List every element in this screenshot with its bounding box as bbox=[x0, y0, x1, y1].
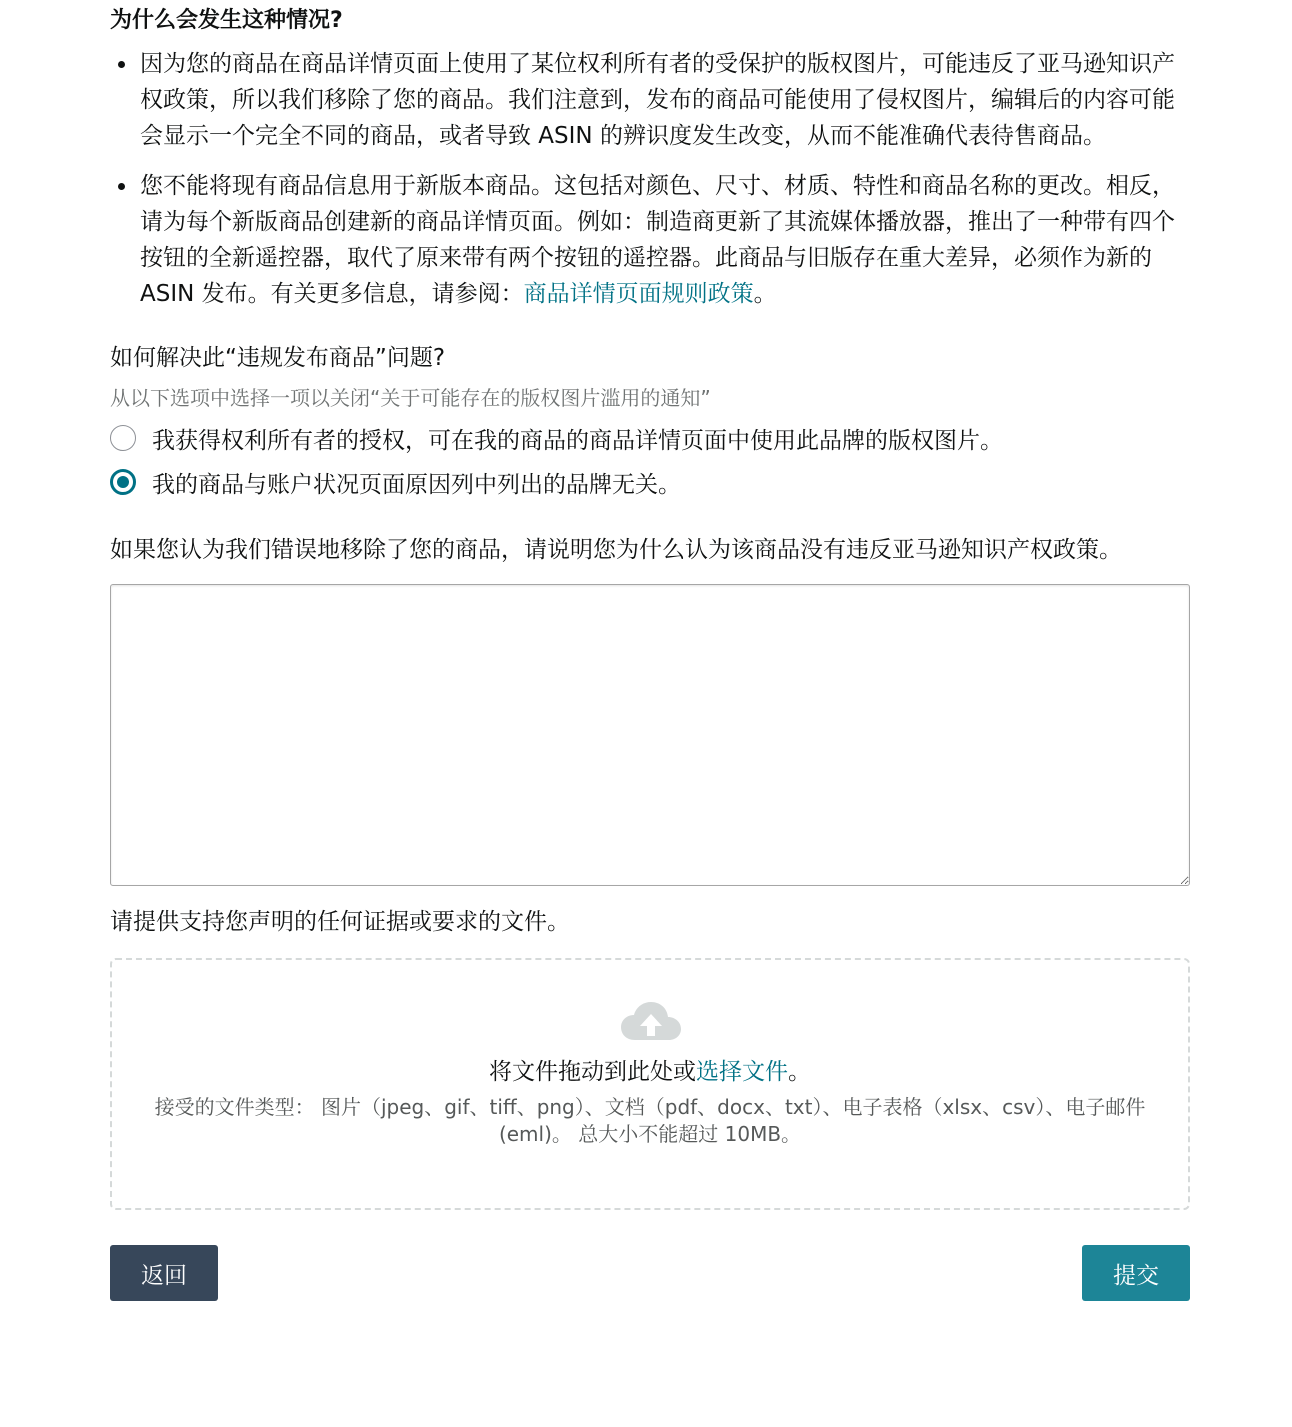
reason-item bbox=[140, 168, 1190, 312]
reason-text: 您不能将现有商品信息用于新版本商品。这包括对颜色、尺寸、材质、特性和商品名称的更改。相反，请为每个新版商品创建新的商品详情页面。例如：制造商更新了其流媒体播放器，推出了一种带有四个按钮的全新遥控器，取代了原来带有两个按钮的遥控器。此商品与旧版存在重大差异，必须作为新的 ASIN 发布。有关更多信息，请参阅： bbox=[140, 173, 1175, 307]
cloud-upload-icon bbox=[621, 1000, 681, 1046]
resolve-options bbox=[110, 416, 1190, 504]
evidence-label: 请提供支持您声明的任何证据或要求的文件。 bbox=[110, 909, 570, 935]
option-unrelated-brand[interactable] bbox=[110, 460, 1190, 504]
appeal-form bbox=[110, 0, 1190, 1301]
option-authorized-label[interactable]: 我获得权利所有者的授权，可在我的商品的商品详情页面中使用此品牌的版权图片。 bbox=[152, 427, 1003, 454]
reasons-list bbox=[110, 46, 1190, 312]
back-button[interactable]: 返回 bbox=[110, 1245, 218, 1301]
radio-unrelated-brand[interactable] bbox=[110, 469, 136, 495]
radio-authorized[interactable] bbox=[110, 425, 136, 451]
reason-item bbox=[140, 46, 1190, 154]
choose-suffix: 。 bbox=[788, 1059, 811, 1085]
why-title: 为什么会发生这种情况? bbox=[110, 8, 343, 33]
option-unrelated-brand-label[interactable]: 我的商品与账户状况页面原因列中列出的品牌无关。 bbox=[152, 471, 681, 498]
drag-text: 将文件拖动到此处或 bbox=[489, 1059, 696, 1085]
file-dropzone[interactable] bbox=[110, 958, 1190, 1210]
choose-file-link[interactable]: 选择文件 bbox=[696, 1059, 788, 1085]
explanation-textarea[interactable] bbox=[110, 584, 1190, 886]
resolve-question: 如何解决此“违规发布商品”问题? bbox=[110, 345, 446, 371]
accepted-file-types: 接受的文件类型： 图片（jpeg、gif、tiff、png）、文档（pdf、docx、txt）、电子表格（xlsx、csv）、电子邮件 (eml)。 总大小不能超过 10MB。 bbox=[154, 1095, 1146, 1146]
reason-text: 因为您的商品在商品详情页面上使用了某位权利所有者的受保护的版权图片，可能违反了亚马逊知识产权政策，所以我们移除了您的商品。我们注意到，发布的商品可能使用了侵权图片，编辑后的内容可能会显示一个完全不同的商品，或者导致 ASIN 的辨识度发生改变，从而不能准确代表待售商品。 bbox=[140, 51, 1175, 149]
explain-label: 如果您认为我们错误地移除了您的商品，请说明您为什么认为该商品没有违反亚马逊知识产权政策。 bbox=[110, 537, 1122, 563]
drop-text bbox=[112, 1056, 1188, 1088]
policy-link[interactable]: 商品详情页面规则政策 bbox=[523, 281, 754, 307]
policy-suffix: 。 bbox=[753, 281, 777, 307]
resolve-hint: 从以下选项中选择一项以关闭“关于可能存在的版权图片滥用的通知” bbox=[110, 386, 711, 410]
action-bar bbox=[110, 1245, 1190, 1301]
option-authorized[interactable] bbox=[110, 416, 1190, 460]
submit-button[interactable]: 提交 bbox=[1082, 1245, 1190, 1301]
